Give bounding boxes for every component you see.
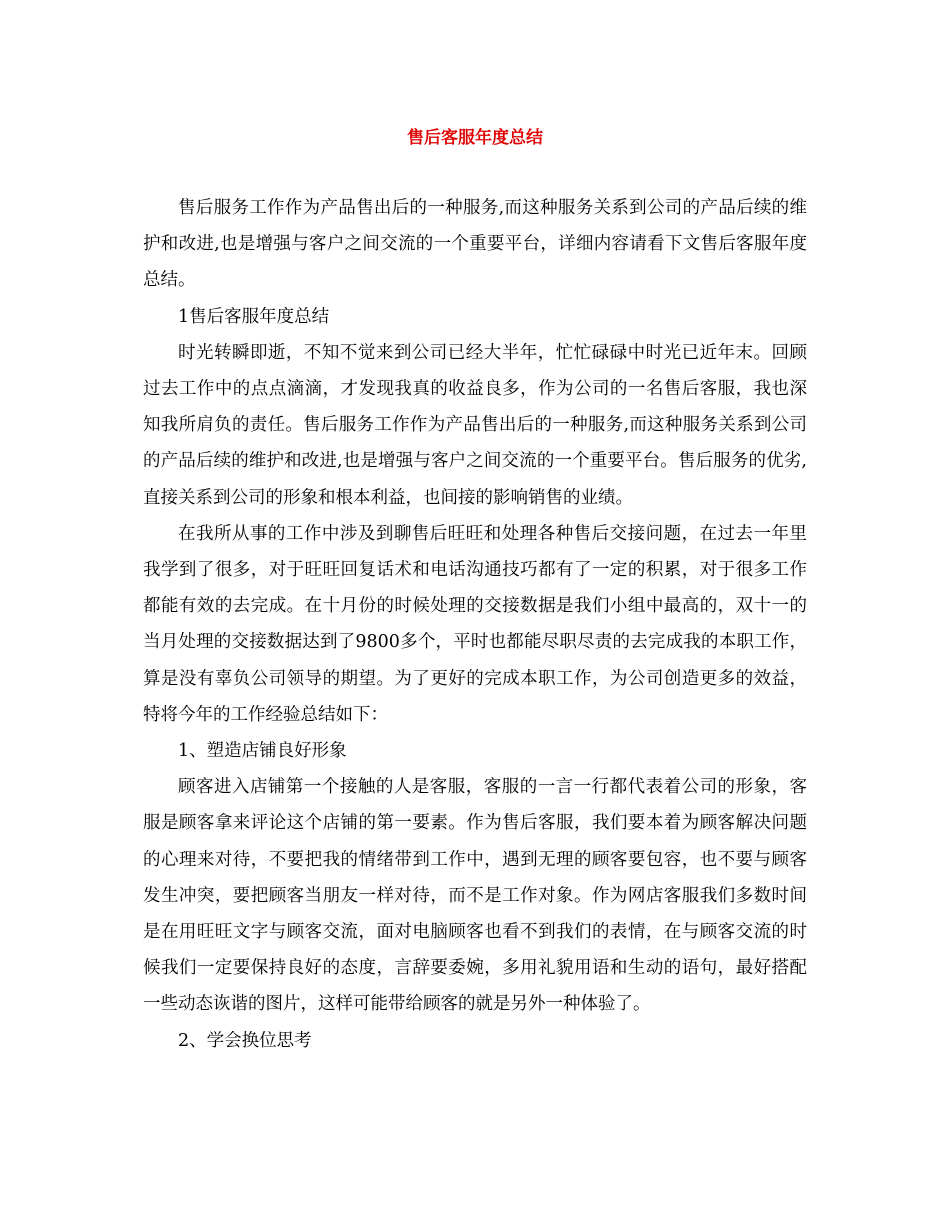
section-heading: 1售后客服年度总结	[178, 306, 330, 327]
section-heading: 1、塑造店铺良好形象	[178, 741, 347, 762]
section-heading: 2、学会换位思考	[178, 1030, 312, 1051]
intro-paragraph: 售后服务工作作为产品售出后的一种服务,而这种服务关系到公司的产品后续的维护和改进,也是增强与客户之间交流的一个重要平台，详细内容请看下文售后客服年度总结。	[143, 198, 807, 291]
body-paragraph: 时光转瞬即逝，不知不觉来到公司已经大半年，忙忙碌碌中时光已近年末。回顾过去工作中的点点滴滴，才发现我真的收益良多，作为公司的一名售后客服，我也深知我所肩负的责任。售后服务工作作为产品售出后的一种服务,而这种服务关系到公司的产品后续的维护和改进,也是增强与客户之间交流的一个重要平台。售后服务的优劣,直接关系到公司的形象和根本利益，也间接的影响销售的业绩。	[143, 342, 807, 508]
document-title: 售后客服年度总结	[407, 128, 543, 148]
document-body	[143, 190, 807, 1059]
body-paragraph: 顾客进入店铺第一个接触的人是客服，客服的一言一行都代表着公司的形象，客服是顾客拿来评论这个店铺的第一要素。作为售后客服，我们要本着为顾客解决问题的心理来对待，不要把我的情绪带到工作中，遇到无理的顾客要包容，也不要与顾客发生冲突，要把顾客当朋友一样对待，而不是工作对象。作为网店客服我们多数时间是在用旺旺文字与顾客交流，面对电脑顾客也看不到我们的表情，在与顾客交流的时候我们一定要保持良好的态度，言辞要委婉，多用礼貌用语和生动的语句，最好搭配一些动态诙谐的图片，这样可能带给顾客的就是另外一种体验了。	[143, 777, 807, 1015]
body-paragraph: 在我所从事的工作中涉及到聊售后旺旺和处理各种售后交接问题，在过去一年里我学到了很多，对于旺旺回复话术和电话沟通技巧都有了一定的积累，对于很多工作都能有效的去完成。在十月份的时候处理的交接数据是我们小组中最高的，双十一的当月处理的交接数据达到了9800多个，平时也都能尽职尽责的去完成我的本职工作，算是没有辜负公司领导的期望。为了更好的完成本职工作，为公司创造更多的效益，特将今年的工作经验总结如下：	[143, 523, 807, 725]
